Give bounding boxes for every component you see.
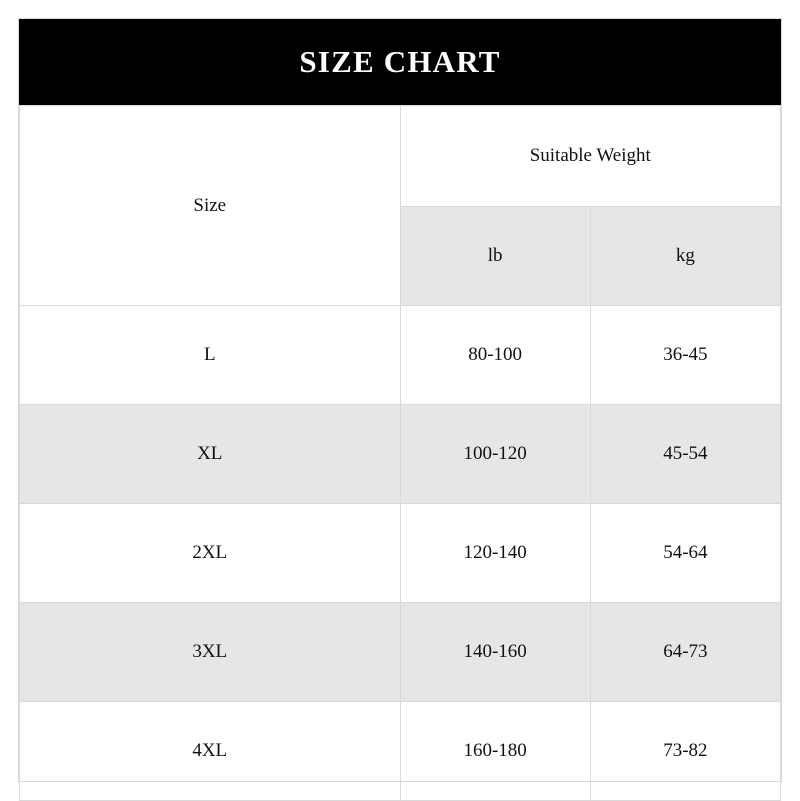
cell-kg: 64-73 [590, 603, 780, 702]
cell-size: 3XL [20, 603, 401, 702]
cell-size: 2XL [20, 504, 401, 603]
cell-kg: 45-54 [590, 405, 780, 504]
table-row [20, 702, 781, 801]
column-header-size: Size [20, 106, 401, 306]
table-row [20, 306, 781, 405]
cell-lb: 100-120 [400, 405, 590, 504]
column-header-suitable-weight: Suitable Weight [400, 106, 781, 207]
cell-size: XL [20, 405, 401, 504]
table-row [20, 504, 781, 603]
cell-lb: 140-160 [400, 603, 590, 702]
table-header-row-1 [20, 106, 781, 207]
cell-size: L [20, 306, 401, 405]
cell-kg: 73-82 [590, 702, 780, 801]
cell-kg: 54-64 [590, 504, 780, 603]
chart-title-bar [19, 19, 781, 105]
table-row [20, 405, 781, 504]
cell-kg: 36-45 [590, 306, 780, 405]
cell-size: 4XL [20, 702, 401, 801]
column-header-kg: kg [590, 207, 780, 306]
table-row [20, 603, 781, 702]
cell-lb: 80-100 [400, 306, 590, 405]
column-header-lb: lb [400, 207, 590, 306]
cell-lb: 120-140 [400, 504, 590, 603]
page-title: SIZE CHART [299, 44, 501, 79]
size-chart-container [18, 18, 782, 782]
size-chart-table [19, 105, 781, 801]
cell-lb: 160-180 [400, 702, 590, 801]
